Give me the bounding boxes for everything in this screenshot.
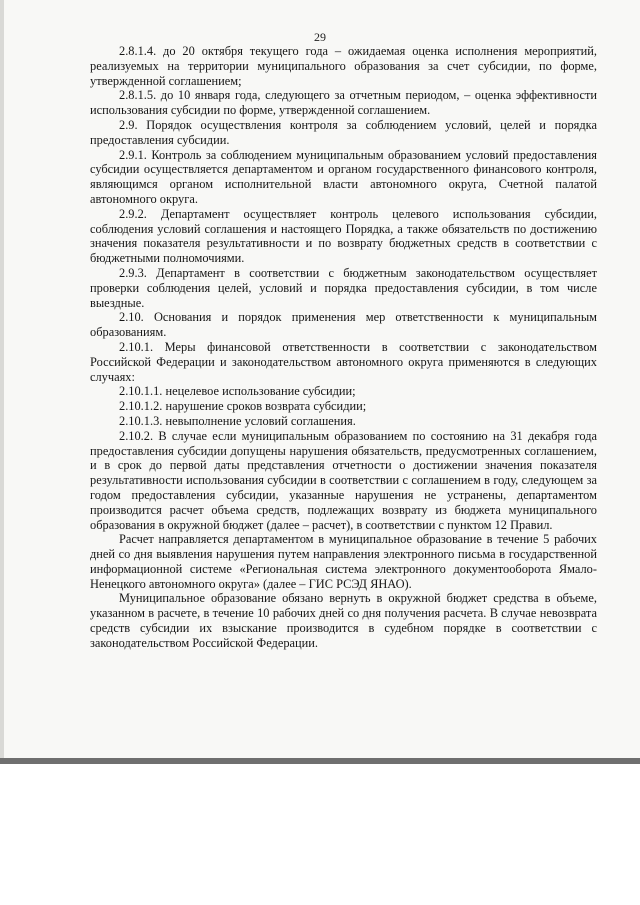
document-body: [90, 44, 597, 651]
paragraph-return-obligation: Муниципальное образование обязано вернуть в окружной бюджет средства в объеме, указанном в расчете, в течение 10 рабочих дней со дня получения расчета. В случае невозврата средств субсидии их взыскание производится в судебном порядке в соответствии с законодательством Российской Федерации.: [90, 591, 597, 650]
paragraph-calculation-sending: Расчет направляется департаментом в муниципальное образование в течение 5 рабочих дней со дня выявления нарушения путем направления электронного письма в государственной информационной системе «Региональная система электронного документооборота Ямало-Ненецкого автономного округа» (далее – ГИС РСЭД ЯНАО).: [90, 532, 597, 591]
page-number: 29: [314, 30, 326, 44]
paragraph-2-9-1: 2.9.1. Контроль за соблюдением муниципальным образованием условий предоставления субсидии осуществляется департаментом и органом государственного финансового контроля, являющимся органом исполнительной власти автономного округа, Счетной палатой автономного округа.: [90, 147, 597, 206]
paragraph-2-8-1-4: 2.8.1.4. до 20 октября текущего года – ожидаемая оценка исполнения мероприятий, реализуемых на территории муниципального образования за счет субсидии, по форме, утвержденной соглашением;: [90, 44, 597, 88]
paragraph-2-9-3: 2.9.3. Департамент в соответствии с бюджетным законодательством осуществляет проверки соблюдения целей, условий и порядка предоставления субсидии, в том числе выездные.: [90, 265, 597, 310]
paragraph-2-10: 2.10. Основания и порядок применения мер ответственности к муниципальным образованиям.: [90, 310, 597, 340]
scan-edge: [0, 0, 4, 758]
paragraph-2-9-2: 2.9.2. Департамент осуществляет контроль целевого использования субсидии, соблюдения условий соглашения и настоящего Порядка, а также обязательств по достижению значения показателя результативности и по возврату бюджетных средств в соответствии с бюджетными полномочиями.: [90, 206, 597, 266]
paragraph-2-10-2: 2.10.2. В случае если муниципальным образованием по состоянию на 31 декабря года предоставления субсидии допущены нарушения обязательств, предусмотренных соглашением, и в срок до первой даты представления отчетности о достижении значения показателя результативности использования субсидии в соответствии с соглашением в году, следующем за годом предоставления субсидии, указанные нарушения не устранены, департаментом производится расчет объема средств, подлежащих возврату из бюджета муниципального образования в окружной бюджет (далее – расчет), в соответствии с пунктом 12 Правил.: [90, 428, 597, 532]
paragraph-2-8-1-5: 2.8.1.5. до 10 января года, следующего за отчетным периодом, – оценка эффективности использования субсидии по форме, утвержденной соглашением.: [90, 88, 597, 118]
paragraph-2-10-1-2: 2.10.1.2. нарушение сроков возврата субсидии;: [119, 399, 367, 414]
paragraph-2-10-1-3: 2.10.1.3. невыполнение условий соглашения.: [119, 413, 356, 428]
paragraph-2-10-1: 2.10.1. Меры финансовой ответственности в соответствии с законодательством Российской Федерации и законодательством автономного округа применяются в следующих случаях:: [90, 339, 597, 384]
paragraph-2-10-1-1: 2.10.1.1. нецелевое использование субсидии;: [119, 384, 356, 399]
paragraph-2-9: 2.9. Порядок осуществления контроля за соблюдением условий, целей и порядка предоставления субсидии.: [90, 117, 597, 147]
